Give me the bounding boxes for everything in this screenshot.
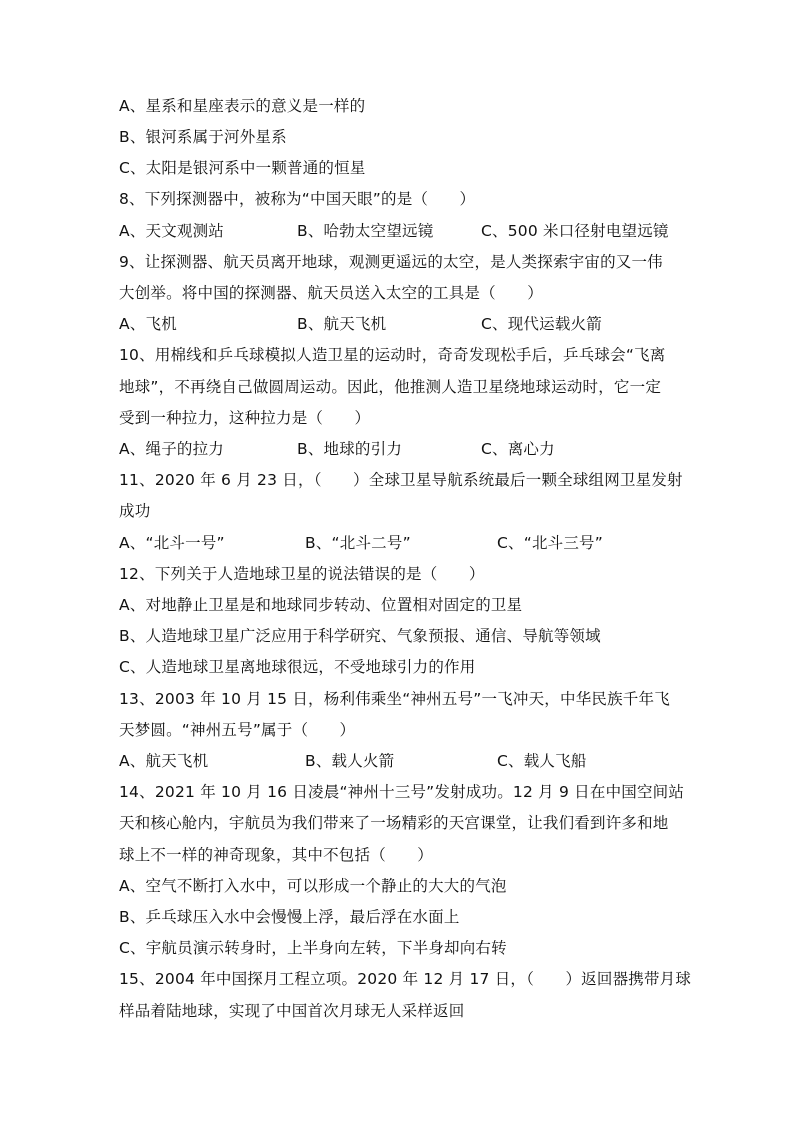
q13-option-c: C、载人飞船 [497,752,587,770]
q9-stem-line2: 大创举。将中国的探测器、航天员送入太空的工具是（ ） [119,284,543,302]
q8-option-a: A、天文观测站 [119,222,225,240]
q13-stem-line1: 13、2003 年 10 月 15 日，杨利伟乘坐“神州五号”一飞冲天，中华民族千年飞 [119,690,670,708]
q13-option-b: B、载人火箭 [305,752,395,770]
q10-stem-line1: 10、用棉线和乒乓球模拟人造卫星的运动时，奇奇发现松手后，乒乓球会“飞离 [119,346,666,364]
q10-option-b: B、地球的引力 [297,440,403,458]
q7-option-a: A、星系和星座表示的意义是一样的 [119,97,366,115]
q12-option-a: A、对地静止卫星是和地球同步转动、位置相对固定的卫星 [119,596,523,614]
q8-stem: 8、下列探测器中，被称为“中国天眼”的是（ ） [119,190,476,208]
q8-option-b: B、哈勃太空望远镜 [297,222,434,240]
q9-option-b: B、航天飞机 [297,315,387,333]
q9-option-c: C、现代运载火箭 [481,315,602,333]
q15-stem-line2: 样品着陆地球，实现了中国首次月球无人采样返回 [119,1002,465,1020]
q13-option-a: A、航天飞机 [119,752,209,770]
q11-stem-line2: 成功 [119,502,151,520]
q14-stem-line1: 14、2021 年 10 月 16 日凌晨“神州十三号”发射成功。12 月 9 日在中国空间站 [119,783,685,801]
q7-option-b: B、银河系属于河外星系 [119,128,287,146]
q14-option-b: B、乒乓球压入水中会慢慢上浮，最后浮在水面上 [119,908,460,926]
q14-stem-line2: 天和核心舱内，宇航员为我们带来了一场精彩的天宫课堂，让我们看到许多和地 [119,814,669,832]
q12-option-b: B、人造地球卫星广泛应用于科学研究、气象预报、通信、导航等领域 [119,627,601,645]
q13-stem-line2: 天梦圆。“神州五号”属于（ ） [119,721,356,739]
q11-stem-line1: 11、2020 年 6 月 23 日，（ ）全球卫星导航系统最后一颗全球组网卫星发射 [119,471,683,489]
q14-option-c: C、宇航员演示转身时，上半身向左转，下半身却向右转 [119,939,507,957]
q10-stem-line3: 受到一种拉力，这种拉力是（ ） [119,409,371,427]
q10-option-c: C、离心力 [481,440,555,458]
q14-stem-line3: 球上不一样的神奇现象，其中不包括（ ） [119,846,434,864]
q12-stem: 12、下列关于人造地球卫星的说法错误的是（ ） [119,565,485,583]
q11-option-b: B、“北斗二号” [305,534,411,552]
q10-stem-line2: 地球”，不再绕自己做圆周运动。因此，他推测人造卫星绕地球运动时，它一定 [119,378,662,396]
q7-option-c: C、太阳是银河系中一颗普通的恒星 [119,159,366,177]
q14-option-a: A、空气不断打入水中，可以形成一个静止的大大的气泡 [119,877,507,895]
q9-stem-line1: 9、让探测器、航天员离开地球，观测更遥远的太空，是人类探索宇宙的又一伟 [119,253,663,271]
q12-option-c: C、人造地球卫星离地球很远，不受地球引力的作用 [119,658,476,676]
q8-option-c: C、500 米口径射电望远镜 [481,222,669,240]
q11-option-a: A、“北斗一号” [119,534,225,552]
q11-option-c: C、“北斗三号” [497,534,603,552]
q15-stem-line1: 15、2004 年中国探月工程立项。2020 年 12 月 17 日，（ ）返回器携带月球 [119,970,692,988]
q10-option-a: A、绳子的拉力 [119,440,225,458]
q9-option-a: A、飞机 [119,315,177,333]
